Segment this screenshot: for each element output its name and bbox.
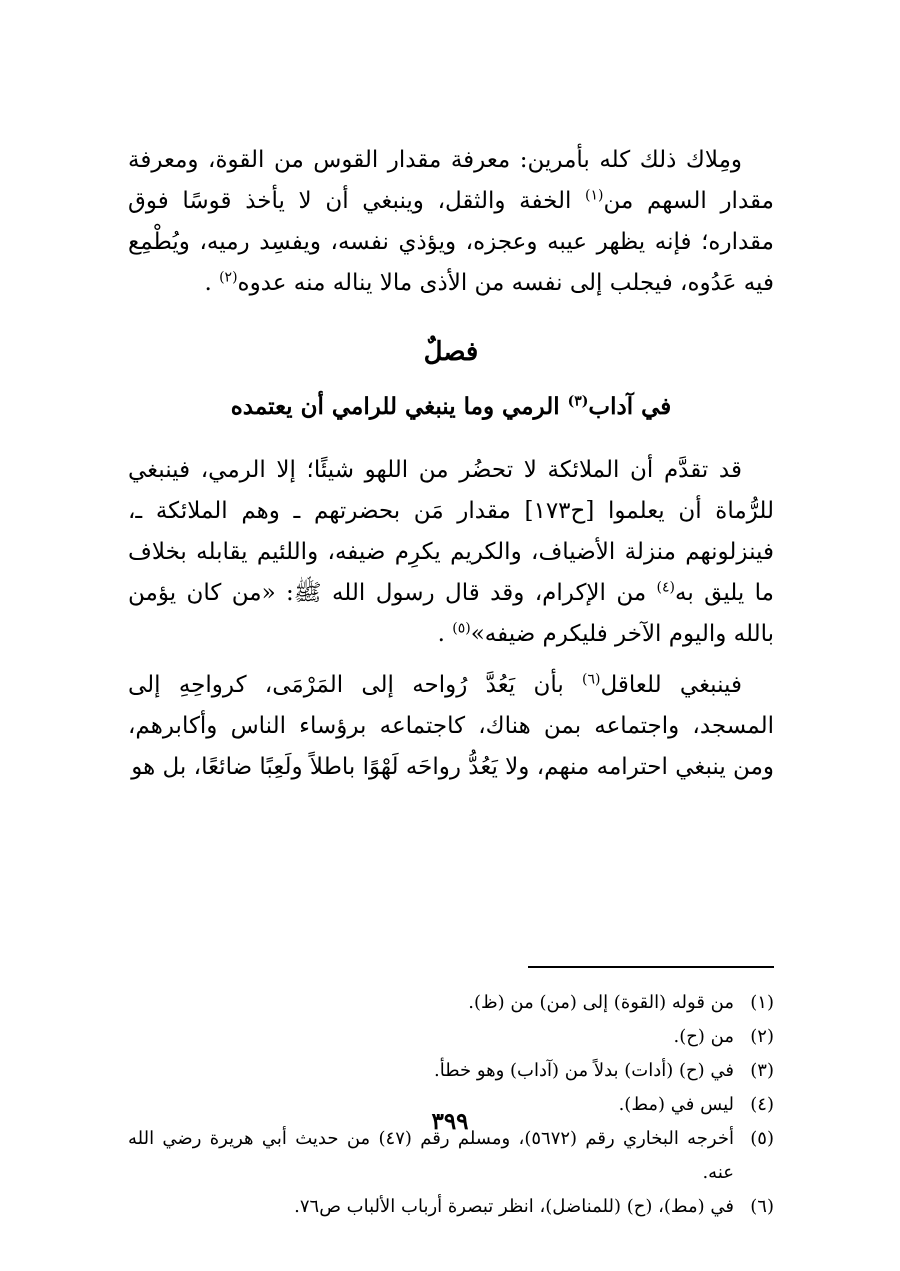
footnote-divider [528,966,774,968]
paragraph-1-end: . [204,270,220,296]
paragraph-3-text-b: بأن يَعُدَّ رُواحه إلى المَرْمَى، كرواحِهِ إلى المسجد، واجتماعه بمن هناك، كاجتماعه برؤساء الناس وأكابرهم، ومن ينبغي احترامه منهم، ولا يَعُدُّ رواحَه لَهْوًا باطلاً ولَعِبًا ضائعًا، بل هو [128,672,774,780]
footnote-item [128,1054,774,1088]
section-title: فصلٌ [423,337,479,367]
footnote-text: من قوله (القوة) إلى (من) من (ظ). [468,992,734,1013]
footnote-ref-1: (١) [585,187,604,204]
paragraph-2-text-b: من الإكرام، وقد قال رسول الله ﷺ: «من كان يؤمن بالله واليوم الآخر فليكرم ضيفه» [128,580,774,647]
footnote-number: (١) [750,992,774,1013]
footnote-number: (٣) [750,1060,774,1081]
footnote-item [128,1020,774,1054]
paragraph-2 [128,450,774,655]
paragraph-2-end: . [437,621,453,647]
paragraph-2-text-a: قد تقدَّم أن الملائكة لا تحضُر من اللهو شيئًا؛ إلا الرمي، فينبغي للرُّماة أن يعلموا [ح١٧٣] مقدار مَن بحضرتهم ـ وهم الملائكة ـ، فينزلونهم منزلة الأضياف، والكريم يكرِم ضيفه، واللئيم يقابله بخلاف ما يليق به [128,457,774,606]
paragraph-1 [128,140,774,304]
paragraph-1-text-b: الخفة والثقل، وينبغي أن لا يأخذ قوسًا فوق مقداره؛ فإنه يظهر عيبه وعجزه، ويؤذي نفسه، ويفسِد رميه، ويُطْمِع فيه عَدُوه، فيجلب إلى نفسه من الأذى مالا يناله منه عدوه [128,188,774,296]
footnote-text: ليس في (مط). [618,1094,734,1115]
section-subtitle-text-a: في آداب [588,393,672,420]
footnote-number: (٢) [750,1026,774,1047]
footnote-ref-2: (٢) [219,269,238,286]
footnote-number: (٥) [750,1128,774,1149]
paragraph-3 [128,665,774,788]
footnote-number: (٤) [750,1094,774,1115]
footnote-ref-5: (٥) [452,620,471,637]
footnote-ref-4: (٤) [656,579,676,596]
paragraph-1-text-a: ومِلاك ذلك كله بأمرين: معرفة مقدار القوس من القوة، ومعرفة مقدار السهم من [128,147,774,214]
footnote-text: من (ح). [673,1026,734,1047]
footnote-number: (٦) [750,1196,774,1217]
section-subtitle [128,388,774,426]
footnote-item [128,986,774,1020]
footnote-ref-6: (٦) [582,671,601,688]
paragraph-3-text-a: فينبغي للعاقل [600,672,742,698]
footnote-ref-3: (٣) [567,393,589,410]
footnote-text: أخرجه البخاري رقم (٥٦٧٢)، ومسلم رقم (٤٧) من حديث أبي هريرة رضي الله عنه. [128,1128,734,1183]
section-subtitle-text-b: الرمي وما ينبغي للرامي أن يعتمده [230,393,568,420]
footnote-item [128,1190,774,1224]
footnote-text: في (ح) (أدات) بدلاً من (آداب) وهو خطأ. [434,1060,734,1081]
footnote-text: في (مط)، (ح) (للمناضل)، انظر تبصرة أرباب الألباب ص٧٦. [294,1196,734,1217]
page-number: ٣٩٩ [431,1108,469,1135]
footnotes-list [128,986,774,1224]
